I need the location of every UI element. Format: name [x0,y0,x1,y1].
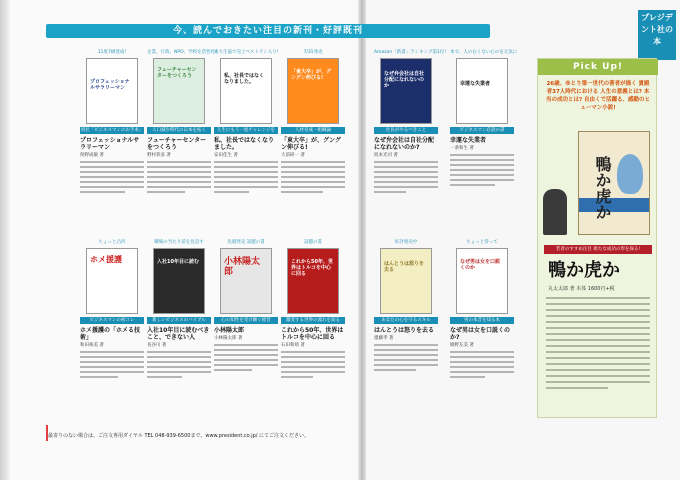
cover-text: はんとうは怒りを去る [384,261,425,273]
book-author: 姫野友美 著 [450,343,474,348]
book-author: 和田裕美 著 [80,343,104,348]
book-title[interactable]: プロフェッショナルサラリーマン [80,137,140,151]
book-description [450,351,514,378]
book-description [80,351,144,378]
book-card[interactable] [214,50,278,196]
cover-band [579,198,649,212]
cover-text: これから50年、世界はトルコを中心に回る [291,259,333,277]
cover-text: なぜ弁会社は自社分配になれないのか [384,71,425,89]
pickup-title[interactable]: 鴨か虎か [548,260,620,281]
book-title[interactable]: これから50年、世界はトルコを中心に回る [281,327,344,341]
book-title[interactable]: はんとうは怒りを去る [374,327,435,334]
book-ribbon: 男の本音を知る本 [450,317,514,324]
book-ribbon: 新しいビジネスのバイブル [147,317,211,324]
book-author: 野村恭彦 著 [147,153,171,158]
pickup-panel [537,58,657,418]
book-cover[interactable] [153,248,205,314]
book-ribbon: 心の知性を受け継ぐ経営 [214,317,278,324]
book-card[interactable] [450,50,518,189]
book-cover[interactable] [287,248,339,314]
book-card[interactable] [147,240,211,381]
book-ribbon: ビジネスマン必読の書 [450,127,514,134]
book-badge: ちょっと待って [466,240,498,245]
book-ribbon: 人生にもう一度チャレンジを [214,127,278,134]
book-cover[interactable] [380,58,432,124]
pickup-book-cover[interactable] [578,131,650,235]
book-title[interactable]: なぜ男は女を口説くのか? [450,327,511,341]
book-title[interactable]: 私、社長ではなくなりました。 [214,137,275,151]
book-card[interactable] [374,240,438,374]
section-title: 今、読んでおきたい注目の新刊・好評既刊 [172,26,363,36]
page-gutter [358,0,366,480]
pickup-lead: 26歳、ゆとり第一世代の著者が描く 貴殿者37人時代における 人生の意義とは? 本当の成功とは? 自由くで活躍る、感動のヒューマン小説! [545,81,651,111]
book-description [147,351,211,378]
cover-text: 幸運な失業者 [460,81,491,87]
book-cover[interactable] [456,58,508,124]
book-ribbon: 激変する世界の流れを知る [281,317,345,324]
pickup-header [538,59,658,75]
book-cover[interactable] [380,248,432,314]
order-note: 最寄りのない場合は、ご注文専用ダイヤル TEL 048-939-6500まで。www.president.co.jp/ にてご注文ください。 [48,433,310,439]
book-description [374,161,438,193]
book-badge: 話題の書 [304,240,322,245]
book-author: 坂本光司 著 [374,153,398,158]
book-cover[interactable] [86,248,138,314]
book-author: 小林陽太郎 著 [214,336,243,341]
cover-text: なぜ男は女を口説くのか [460,259,501,271]
book-title[interactable]: 入社10年目に読むべきこと、できない人 [147,327,210,341]
pickup-cover-title: 鴨か虎か [593,156,612,220]
book-description [374,344,438,371]
cover-text: 「東大卒」が、グングン伸びる! [291,69,332,81]
book-title[interactable]: 幸運な失業者 [450,137,487,144]
book-card[interactable] [281,50,345,196]
book-badge: 7/31発売 [303,50,323,55]
book-badge: 職場の当たり前を見直す [154,240,204,245]
book-title[interactable]: 「東大卒」が、グングン伸びる! [281,137,341,151]
book-description [281,161,345,193]
bird-illustration [617,154,643,194]
publisher-tag: プレジデント社の本 [638,10,676,60]
book-card[interactable] [281,240,345,381]
pickup-author: 丸太太郎 著 本体 1600円+税 [548,286,615,292]
pickup-description [546,297,650,393]
cover-text: フューチャーセンターをつくろう [157,67,197,79]
pickup-heading: Pick Up! [573,62,623,72]
book-badge: ちょっと凸凹 [98,240,126,245]
book-description [450,154,514,186]
book-card[interactable] [214,240,278,374]
book-author: 長谷川 著 [147,343,167,348]
book-title[interactable]: 小林陽太郎 [214,327,245,334]
book-ribbon: 人材育成・組織論 [281,127,345,134]
book-badge: Amazon「新書」ランキング第1位! [374,50,447,55]
book-card[interactable] [450,240,514,381]
book-title[interactable]: ホメ援護の「ホメる技術」 [80,327,141,341]
book-description [80,161,144,193]
book-title[interactable]: フューチャーセンターをつくろう [147,137,207,151]
book-cover[interactable] [220,58,272,124]
book-badge: 本で、人のむくない心のを元気に [450,50,518,55]
book-card[interactable] [80,240,144,381]
page-edge-shadow [0,0,10,480]
book-badge: 先週発売 話題の書 [227,240,265,245]
book-card[interactable] [80,50,144,196]
book-badge: 企業、行政、NPO、学校を活性化! [147,50,217,55]
book-description [214,344,278,371]
book-cover[interactable] [220,248,272,314]
cover-text: 私、社長ではなくなりました。 [224,73,265,85]
book-author: 安田佳生 著 [214,153,238,158]
book-ribbon: 人口減少時代の日本を拓く [147,127,211,134]
cover-text: プロフェッショナルサラリーマン [90,79,130,91]
book-cover[interactable] [153,58,205,124]
book-ribbon: 同社「ビジネスマンのお手本」 [80,128,144,133]
author-photo [543,189,567,235]
book-cover[interactable] [456,248,508,314]
cover-text: ホメ援護 [90,255,122,264]
book-badge: 東大生協で売上ベストテン入り! [214,50,279,55]
book-description [214,161,278,193]
book-ribbon: 社長がやるべきこと [374,127,438,134]
book-card[interactable] [374,50,447,196]
book-ribbon: あなたの心を守るスキル [374,317,438,324]
book-title[interactable]: なぜ弁会社は自社分配になれないのか? [374,137,435,151]
book-description [147,161,211,193]
book-badge: 11度7刷達成! [97,50,127,55]
pickup-ribbon: 若者のすすめ注目 新たな成功の形を探る! [544,245,652,254]
book-author: 俣野成敏 著 [80,153,104,158]
book-author: 齋藤孝 著 [374,336,394,341]
book-ribbon: ビジネスマンの初コレ [80,317,144,324]
book-description [281,351,345,378]
book-card[interactable] [147,50,217,196]
book-cover[interactable] [287,58,339,124]
book-author: 一条和生 著 [450,146,474,151]
book-badge: 好評発売中 [394,240,418,245]
book-author: 大前研一 著 [281,153,305,158]
book-author: 石田和靖 著 [281,343,305,348]
cover-text: 入社10年目に読む [157,259,199,265]
section-banner [46,24,490,38]
book-cover[interactable] [86,58,138,124]
cover-text: 小林陽太郎 [224,257,261,277]
